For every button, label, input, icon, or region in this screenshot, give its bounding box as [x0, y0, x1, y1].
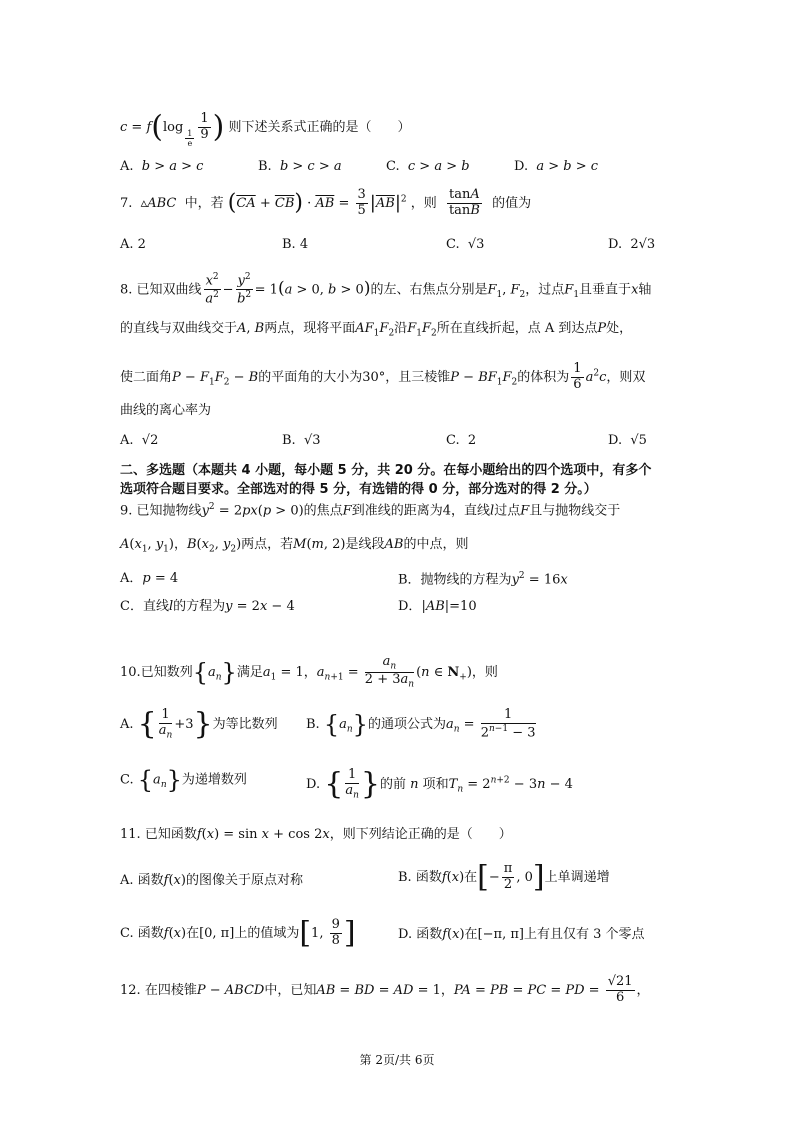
q10-option-c: C. $\{a_n\}$为递增数列 — [120, 766, 247, 794]
q8-line-2: 的直线与双曲线交于A, B两点，现将平面$AF_1F_2$沿$F_1F_2$所在直线折起，点 A 到达点P处， — [120, 321, 633, 339]
q10-option-b: B. $\{a_n\}$的通项公式为$a_n$ = $\frac{1}{2^{n-1} - 3}$ — [306, 707, 536, 741]
q11-option-c: C. 函数f(x)在[0, π]上的值域为[1, $\frac{9}{8}$ ] — [120, 915, 356, 951]
q9-option-b: B．抛物线的方程为$y^2 = 16x$ — [398, 571, 568, 588]
q6-option-b: B. b > c > a — [258, 159, 342, 174]
q11-option-b: B. 函数f(x)在[− $\frac{\pi}{2}$ , 0]上单调递增 — [398, 859, 610, 895]
q7-stem: 7. ▵ABC 中，若 $(\overline{CA} + \overline{CB}) \cdot \overline{AB}$ = $\frac{3}{5}$ $|\overline{AB}|^2$ ，则 $\frac{\tan A}{\tan B}$ 的值为 — [120, 187, 532, 218]
q8-option-a: A. √2 — [120, 433, 159, 448]
q7-option-c: C. √3 — [446, 237, 485, 252]
q9-option-d: D．|AB|=10 — [398, 599, 477, 614]
q8-line-3: 使二面角$P - F_1F_2 - B$的平面角的大小为30°，且三棱锥$P - BF_1F_2$的体积为 $\frac{1}{6}$ $a^2c$，则双 — [120, 361, 646, 392]
q12-stem: 12. 在四棱锥P − ABCD中，已知AB = BD = AD = 1，PA = PB = PC = PD = $\frac{√21}{6}$ ， — [120, 974, 650, 1005]
page-footer: 第 2页/共 6页 — [359, 1053, 435, 1067]
q10-option-d: D. { $\frac{1}{a_n}$ }的前 n 项和$T_n = 2^{n+2} - 3n - 4$ — [306, 766, 573, 802]
q7-option-b: B. 4 — [282, 237, 309, 252]
q9-line-1: 9. 已知抛物线$y^2 = 2px(p > 0)$的焦点F到准线的距离为4，直线l过点F且与抛物线交于 — [120, 502, 621, 519]
q8-line-1: 8. 已知双曲线 $\frac{x^2}{a^2}$ − $\frac{y^2}{b^2}$ = 1(a > 0, b > 0)的左、右焦点分别是$F_1$, $F_2$，过点$F_1$且垂直于x轴 — [120, 272, 652, 307]
section-2-heading-line-1: 二、多选题（本题共 4 小题，每小题 5 分，共 20 分。在每小题给出的四个选项中，有多个 — [120, 463, 652, 478]
q7-option-d: D. 2√3 — [608, 237, 656, 252]
q9-option-a: A．p = 4 — [120, 571, 179, 586]
q6-option-d: D. a > b > c — [514, 159, 599, 174]
q6-option-a: A. b > a > c — [120, 159, 204, 174]
q8-line-4: 曲线的离心率为 — [120, 403, 212, 418]
q9-option-c: C．直线l的方程为y = 2x − 4 — [120, 599, 295, 614]
q6-option-c: C. c > a > b — [386, 159, 470, 174]
q8-option-b: B. √3 — [282, 433, 321, 448]
q11-stem: 11. 已知函数f(x) = sin x + cos 2x，则下列结论正确的是（ ） — [120, 827, 512, 842]
q8-option-d: D. √5 — [608, 433, 647, 448]
q6-tail-text: 则下述关系式正确的是（ ） — [228, 119, 411, 135]
q8-option-c: C. 2 — [446, 433, 477, 448]
q11-option-d: D. 函数f(x)在[−π, π]上有且仅有 3 个零点 — [398, 927, 645, 942]
q7-option-a: A. 2 — [120, 237, 146, 252]
section-2-heading-line-2: 选项符合题目要求。全部选对的得 5 分，有选错的得 0 分，部分选对的得 2 分。） — [120, 482, 597, 497]
q10-stem: 10.已知数列$\{a_n\}$满足$a_1 = 1$，$a_{n+1}$ = $\frac{a_n}{2 + 3a_n}$ (n ∈ $N_+$)，则 — [120, 654, 498, 690]
q9-line-2: $A(x_1$, $y_1$)，$B(x_2$, $y_2$)两点，若M(m, 2)是线段AB的中点，则 — [120, 537, 469, 555]
q11-option-a: A. 函数f(x)的图像关于原点对称 — [120, 873, 303, 888]
q6-tail-line: c = f(log $_{\frac{1}{e}}$ $\frac{1}{9}$ ) 则下述关系式正确的是（ ） — [120, 109, 411, 148]
q10-option-a: A. { $\frac{1}{a_n}$ +3}为等比数列 — [120, 706, 278, 742]
